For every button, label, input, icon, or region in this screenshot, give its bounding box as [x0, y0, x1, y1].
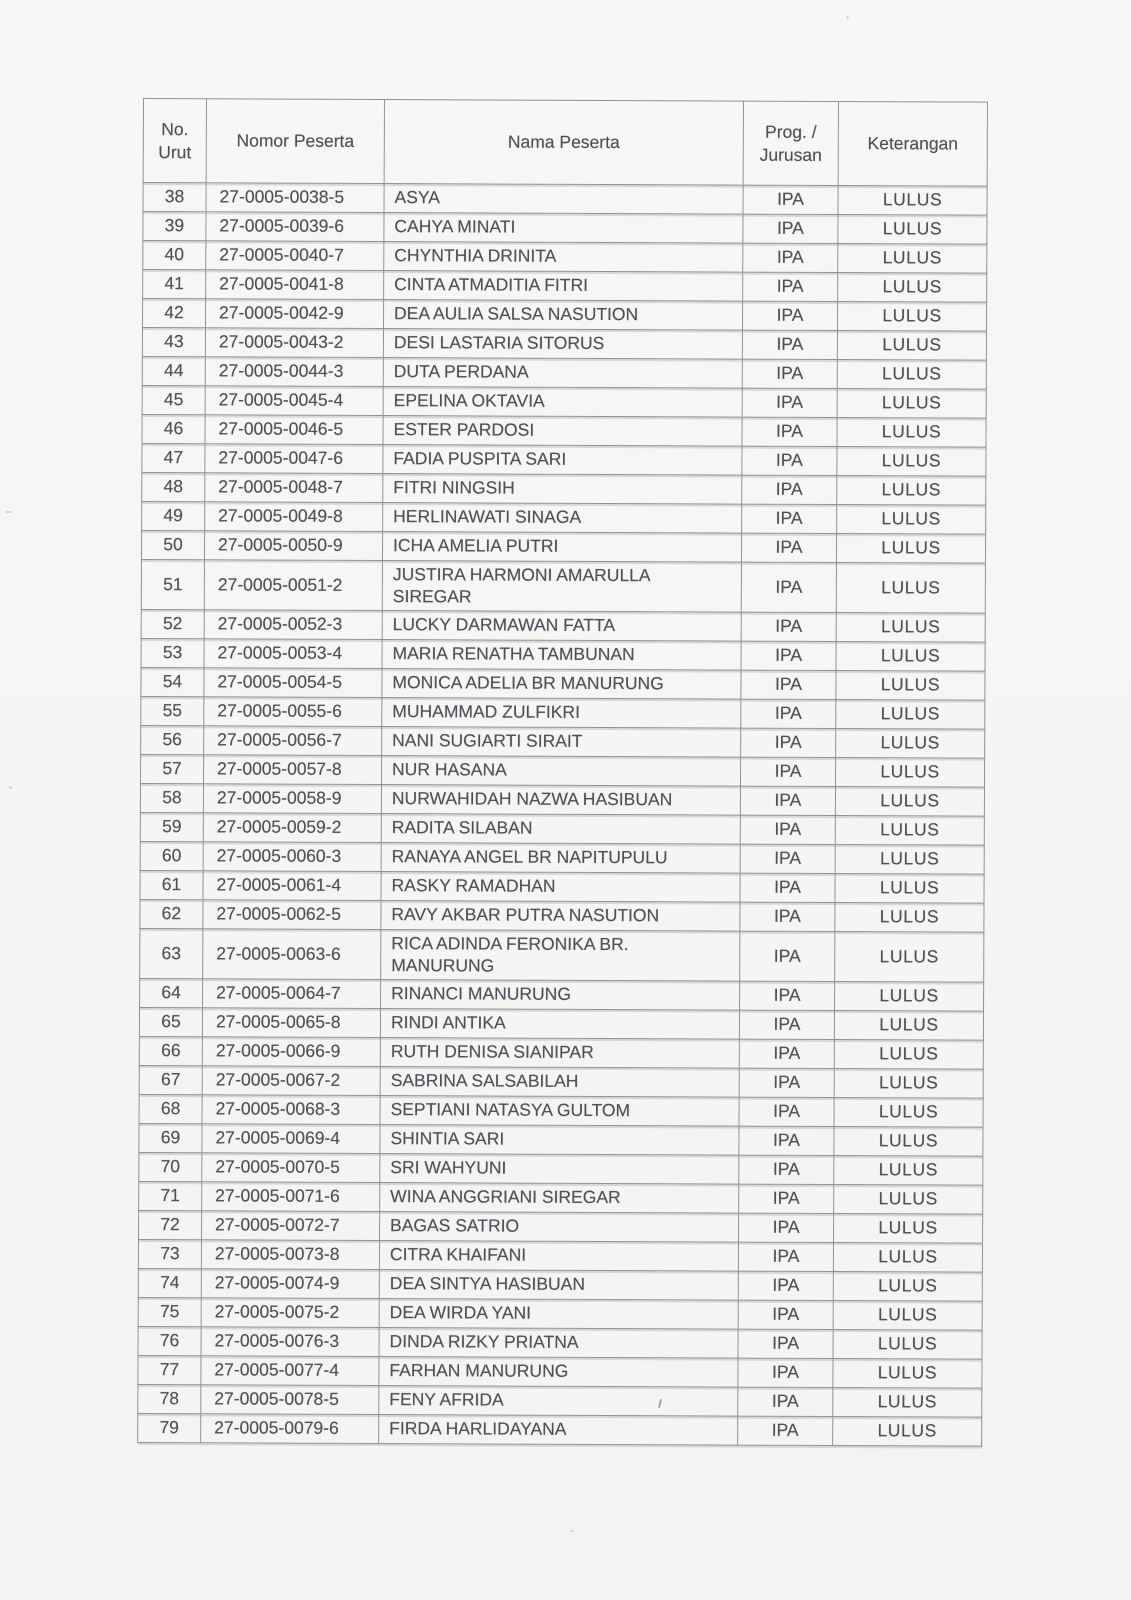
cell-no-urut: 47 — [142, 443, 205, 472]
cell-prog-jurusan: IPA — [738, 1329, 833, 1358]
cell-no-urut: 54 — [141, 667, 204, 696]
cell-nomor-peserta: 27-0005-0069-4 — [202, 1124, 380, 1154]
cell-keterangan: LULUS — [834, 1011, 983, 1041]
cell-no-urut: 39 — [143, 212, 206, 241]
cell-prog-jurusan: IPA — [740, 902, 835, 931]
cell-keterangan: LULUS — [835, 932, 984, 983]
table-row — [142, 501, 986, 534]
cell-nomor-peserta: 27-0005-0066-9 — [202, 1037, 380, 1067]
cell-keterangan: LULUS — [836, 671, 985, 701]
cell-prog-jurusan: IPA — [741, 562, 836, 612]
cell-prog-jurusan: IPA — [742, 475, 837, 504]
cell-prog-jurusan: IPA — [743, 185, 838, 214]
cell-prog-jurusan: IPA — [743, 214, 838, 243]
table-row — [138, 1268, 982, 1301]
cell-prog-jurusan: IPA — [739, 1039, 834, 1068]
cell-prog-jurusan: IPA — [743, 243, 838, 272]
cell-no-urut: 38 — [143, 183, 206, 212]
cell-nama-peserta: RADITA SILABAN — [381, 814, 740, 845]
header-row — [143, 99, 987, 187]
table-row — [138, 1384, 982, 1417]
cell-prog-jurusan: IPA — [739, 1010, 834, 1039]
cell-nama-peserta: CHYNTHIA DRINITA — [384, 242, 743, 273]
cell-nama-peserta: SEPTIANI NATASYA GULTOM — [380, 1096, 739, 1127]
cell-keterangan: LULUS — [837, 418, 986, 448]
table-body — [138, 183, 987, 1447]
cell-prog-jurusan: IPA — [741, 757, 836, 786]
table-row — [143, 270, 987, 303]
cell-no-urut: 45 — [142, 385, 205, 414]
cell-no-urut: 46 — [142, 414, 205, 443]
table-row — [139, 1181, 983, 1214]
table-row — [143, 183, 987, 216]
cell-nama-peserta: SABRINA SALSABILAH — [380, 1067, 739, 1098]
cell-nomor-peserta: 27-0005-0039-6 — [206, 212, 384, 242]
cell-no-urut: 59 — [140, 812, 203, 841]
cell-no-urut: 66 — [139, 1036, 202, 1065]
scan-artifact — [846, 16, 849, 19]
cell-keterangan: LULUS — [834, 1185, 983, 1215]
table-row — [139, 1152, 983, 1185]
table-row — [142, 443, 986, 476]
cell-nomor-peserta: 27-0005-0052-3 — [204, 610, 382, 640]
cell-nama-peserta: SRI WAHYUNI — [380, 1154, 739, 1185]
cell-nomor-peserta: 27-0005-0048-7 — [205, 473, 383, 503]
scan-artifact — [6, 511, 11, 513]
cell-nomor-peserta: 27-0005-0054-5 — [204, 668, 382, 698]
cell-prog-jurusan: IPA — [741, 641, 836, 670]
cell-no-urut: 67 — [139, 1065, 202, 1094]
cell-nomor-peserta: 27-0005-0040-7 — [206, 241, 384, 271]
cell-nama-peserta: DESI LASTARIA SITORUS — [383, 329, 742, 360]
cell-keterangan: LULUS — [837, 476, 986, 506]
cell-nama-peserta: RUTH DENISA SIANIPAR — [380, 1038, 739, 1069]
table-row — [139, 1210, 983, 1243]
cell-nomor-peserta: 27-0005-0071-6 — [202, 1182, 380, 1212]
cell-prog-jurusan: IPA — [742, 301, 837, 330]
cell-prog-jurusan: IPA — [738, 1416, 833, 1445]
cell-prog-jurusan: IPA — [740, 873, 835, 902]
cell-nama-peserta: ESTER PARDOSI — [383, 416, 742, 447]
cell-nomor-peserta: 27-0005-0056-7 — [204, 726, 382, 756]
cell-nomor-peserta: 27-0005-0076-3 — [201, 1327, 379, 1357]
cell-nama-peserta: RAVY AKBAR PUTRA NASUTION — [381, 901, 740, 932]
cell-nomor-peserta: 27-0005-0041-8 — [206, 270, 384, 300]
cell-no-urut: 73 — [138, 1239, 201, 1268]
cell-prog-jurusan: IPA — [741, 612, 836, 641]
cell-nama-peserta: ASYA — [384, 184, 743, 215]
cell-nama-peserta: NANI SUGIARTI SIRAIT — [382, 727, 741, 758]
table-row — [139, 1036, 983, 1069]
cell-no-urut: 43 — [142, 328, 205, 357]
cell-nama-peserta: DEA AULIA SALSA NASUTION — [383, 300, 742, 331]
cell-nomor-peserta: 27-0005-0043-2 — [205, 328, 383, 358]
cell-nama-peserta: FITRI NINGSIH — [383, 474, 742, 505]
cell-prog-jurusan: IPA — [739, 1097, 834, 1126]
table-row — [139, 1007, 983, 1040]
cell-prog-jurusan: IPA — [739, 1184, 834, 1213]
cell-nomor-peserta: 27-0005-0063-6 — [203, 929, 381, 980]
cell-prog-jurusan: IPA — [740, 844, 835, 873]
cell-prog-jurusan: IPA — [741, 533, 836, 562]
cell-no-urut: 79 — [138, 1413, 201, 1442]
cell-keterangan: LULUS — [837, 331, 986, 361]
cell-no-urut: 72 — [139, 1210, 202, 1239]
cell-nama-peserta: FARHAN MANURUNG — [379, 1357, 738, 1388]
cell-nama-peserta: RINDI ANTIKA — [380, 1009, 739, 1040]
table-row — [139, 1065, 983, 1098]
table-row — [143, 212, 987, 245]
cell-no-urut: 42 — [142, 299, 205, 328]
cell-prog-jurusan: IPA — [740, 786, 835, 815]
cell-keterangan: LULUS — [834, 1069, 983, 1099]
cell-prog-jurusan: IPA — [738, 1358, 833, 1387]
cell-keterangan: LULUS — [834, 1214, 983, 1244]
table-row — [140, 928, 984, 982]
cell-nama-peserta: RASKY RAMADHAN — [381, 872, 740, 903]
cell-keterangan: LULUS — [833, 1359, 982, 1389]
cell-keterangan: LULUS — [837, 360, 986, 390]
cell-keterangan: LULUS — [834, 1040, 983, 1070]
table-row — [142, 414, 986, 447]
cell-nama-peserta: DUTA PERDANA — [383, 358, 742, 389]
cell-prog-jurusan: IPA — [742, 446, 837, 475]
cell-nama-peserta: DEA SINTYA HASIBUAN — [379, 1270, 738, 1301]
cell-prog-jurusan: IPA — [739, 1155, 834, 1184]
cell-prog-jurusan: IPA — [738, 1271, 833, 1300]
cell-no-urut: 41 — [143, 270, 206, 299]
table-row — [138, 1326, 982, 1359]
cell-nomor-peserta: 27-0005-0077-4 — [201, 1356, 379, 1386]
cell-no-urut: 76 — [138, 1326, 201, 1355]
table-row — [142, 299, 986, 332]
table-row — [139, 1094, 983, 1127]
cell-nama-peserta: RICA ADINDA FERONIKA BR. MANURUNG — [381, 930, 740, 982]
cell-keterangan: LULUS — [838, 273, 987, 303]
cell-no-urut: 63 — [140, 928, 203, 978]
cell-keterangan: LULUS — [836, 534, 985, 564]
cell-keterangan: LULUS — [838, 244, 987, 274]
cell-nama-peserta: ICHA AMELIA PUTRI — [382, 532, 741, 563]
cell-keterangan: LULUS — [835, 874, 984, 904]
cell-prog-jurusan: IPA — [738, 1300, 833, 1329]
cell-nama-peserta: FENY AFRIDA — [379, 1386, 738, 1417]
cell-keterangan: LULUS — [836, 613, 985, 643]
cell-no-urut: 60 — [140, 841, 203, 870]
table-row — [141, 530, 985, 563]
cell-keterangan: LULUS — [837, 302, 986, 332]
cell-nama-peserta: NUR HASANA — [382, 756, 741, 787]
table-row — [138, 1297, 982, 1330]
cell-nomor-peserta: 27-0005-0065-8 — [202, 1008, 380, 1038]
cell-nomor-peserta: 27-0005-0068-3 — [202, 1095, 380, 1125]
cell-nama-peserta: RINANCI MANURUNG — [381, 980, 740, 1011]
cell-nama-peserta: SHINTIA SARI — [380, 1125, 739, 1156]
cell-nama-peserta: BAGAS SATRIO — [380, 1212, 739, 1243]
table-row — [141, 696, 985, 729]
cell-prog-jurusan: IPA — [740, 981, 835, 1010]
cell-no-urut: 71 — [139, 1181, 202, 1210]
cell-keterangan: LULUS — [837, 505, 986, 535]
cell-prog-jurusan: IPA — [740, 815, 835, 844]
cell-nomor-peserta: 27-0005-0067-2 — [202, 1066, 380, 1096]
cell-nomor-peserta: 27-0005-0051-2 — [204, 560, 382, 611]
cell-keterangan: LULUS — [833, 1330, 982, 1360]
cell-prog-jurusan: IPA — [742, 417, 837, 446]
cell-nama-peserta: MONICA ADELIA BR MANURUNG — [382, 669, 741, 700]
cell-keterangan: LULUS — [836, 758, 985, 788]
cell-keterangan: LULUS — [835, 982, 984, 1012]
cell-nomor-peserta: 27-0005-0042-9 — [205, 299, 383, 329]
cell-prog-jurusan: IPA — [742, 359, 837, 388]
cell-nama-peserta: FADIA PUSPITA SARI — [383, 445, 742, 476]
table-row — [141, 609, 985, 642]
header-prog-jurusan: Prog. / Jurusan — [743, 101, 838, 185]
cell-no-urut: 64 — [140, 978, 203, 1007]
cell-prog-jurusan: IPA — [738, 1387, 833, 1416]
cell-prog-jurusan: IPA — [739, 1126, 834, 1155]
cell-keterangan: LULUS — [833, 1301, 982, 1331]
table-row — [142, 356, 986, 389]
cell-nama-peserta: DEA WIRDA YANI — [379, 1299, 738, 1330]
table-row — [140, 783, 984, 816]
cell-nomor-peserta: 27-0005-0079-6 — [201, 1414, 379, 1444]
cell-nomor-peserta: 27-0005-0044-3 — [205, 357, 383, 387]
cell-nama-peserta: CAHYA MINATI — [384, 213, 743, 244]
cell-keterangan: LULUS — [833, 1388, 982, 1418]
table-row — [138, 1355, 982, 1388]
cell-nama-peserta: MUHAMMAD ZULFIKRI — [382, 698, 741, 729]
cell-nama-peserta: CITRA KHAIFANI — [379, 1241, 738, 1272]
cell-nomor-peserta: 27-0005-0060-3 — [203, 842, 381, 872]
cell-no-urut: 74 — [138, 1268, 201, 1297]
cell-prog-jurusan: IPA — [740, 931, 835, 981]
cell-nomor-peserta: 27-0005-0045-4 — [205, 386, 383, 416]
cell-nomor-peserta: 27-0005-0062-5 — [203, 900, 381, 930]
table-row — [140, 841, 984, 874]
table-row — [142, 385, 986, 418]
cell-nomor-peserta: 27-0005-0053-4 — [204, 639, 382, 669]
cell-no-urut: 77 — [138, 1355, 201, 1384]
cell-prog-jurusan: IPA — [742, 504, 837, 533]
cell-keterangan: LULUS — [835, 845, 984, 875]
cell-no-urut: 56 — [141, 725, 204, 754]
cell-keterangan: LULUS — [833, 1243, 982, 1273]
table-row — [139, 1123, 983, 1156]
table-row — [143, 241, 987, 274]
table-row — [140, 978, 984, 1011]
cell-prog-jurusan: IPA — [742, 388, 837, 417]
table-row — [142, 328, 986, 361]
table-row — [140, 899, 984, 932]
header-keterangan: Keterangan — [838, 102, 987, 187]
cell-keterangan: LULUS — [836, 700, 985, 730]
cell-nama-peserta: WINA ANGGRIANI SIREGAR — [380, 1183, 739, 1214]
cell-nomor-peserta: 27-0005-0050-9 — [204, 531, 382, 561]
table-row — [140, 812, 984, 845]
cell-no-urut: 52 — [141, 609, 204, 638]
cell-no-urut: 58 — [140, 783, 203, 812]
cell-no-urut: 53 — [141, 638, 204, 667]
results-table — [137, 98, 988, 1447]
cell-nama-peserta: EPELINA OKTAVIA — [383, 387, 742, 418]
cell-no-urut: 50 — [141, 530, 204, 559]
cell-prog-jurusan: IPA — [739, 1213, 834, 1242]
header-nomor-peserta: Nomor Peserta — [206, 99, 384, 184]
cell-no-urut: 75 — [138, 1297, 201, 1326]
cell-keterangan: LULUS — [838, 215, 987, 245]
cell-nomor-peserta: 27-0005-0072-7 — [202, 1211, 380, 1241]
cell-nama-peserta: CINTA ATMADITIA FITRI — [384, 271, 743, 302]
cell-nomor-peserta: 27-0005-0059-2 — [203, 813, 381, 843]
cell-nomor-peserta: 27-0005-0055-6 — [204, 697, 382, 727]
header-nama-peserta: Nama Peserta — [384, 100, 743, 186]
cell-no-urut: 44 — [142, 356, 205, 385]
cell-nama-peserta: NURWAHIDAH NAZWA HASIBUAN — [381, 785, 740, 816]
cell-keterangan: LULUS — [834, 1127, 983, 1157]
cell-no-urut: 62 — [140, 899, 203, 928]
cell-keterangan: LULUS — [838, 186, 987, 216]
cell-nama-peserta: JUSTIRA HARMONI AMARULLA SIREGAR — [382, 561, 741, 613]
cell-no-urut: 57 — [141, 754, 204, 783]
cell-prog-jurusan: IPA — [741, 728, 836, 757]
cell-keterangan: LULUS — [836, 729, 985, 759]
table-header — [143, 99, 987, 187]
cell-nomor-peserta: 27-0005-0073-8 — [201, 1240, 379, 1270]
cell-no-urut: 68 — [139, 1094, 202, 1123]
cell-prog-jurusan: IPA — [741, 670, 836, 699]
cell-nomor-peserta: 27-0005-0047-6 — [205, 444, 383, 474]
cell-keterangan: LULUS — [834, 1098, 983, 1128]
cell-prog-jurusan: IPA — [739, 1068, 834, 1097]
cell-nomor-peserta: 27-0005-0046-5 — [205, 415, 383, 445]
cell-prog-jurusan: IPA — [743, 272, 838, 301]
cell-keterangan: LULUS — [833, 1417, 982, 1447]
cell-nama-peserta: RANAYA ANGEL BR NAPITUPULU — [381, 843, 740, 874]
cell-nomor-peserta: 27-0005-0057-8 — [204, 755, 382, 785]
cell-keterangan: LULUS — [835, 787, 984, 817]
cell-prog-jurusan: IPA — [738, 1242, 833, 1271]
cell-nomor-peserta: 27-0005-0074-9 — [201, 1269, 379, 1299]
table-row — [142, 472, 986, 505]
cell-nomor-peserta: 27-0005-0070-5 — [202, 1153, 380, 1183]
cell-no-urut: 55 — [141, 696, 204, 725]
cell-keterangan: LULUS — [836, 563, 985, 614]
table-row — [141, 638, 985, 671]
cell-keterangan: LULUS — [835, 816, 984, 846]
cell-no-urut: 70 — [139, 1152, 202, 1181]
cell-no-urut: 51 — [141, 559, 204, 609]
table-row — [141, 559, 985, 613]
table-row — [138, 1239, 982, 1272]
cell-keterangan: LULUS — [836, 642, 985, 672]
cell-no-urut: 61 — [140, 870, 203, 899]
cell-nomor-peserta: 27-0005-0038-5 — [206, 183, 384, 213]
table-row — [141, 725, 985, 758]
cell-nama-peserta: FIRDA HARLIDAYANA — [379, 1415, 738, 1446]
cell-no-urut: 65 — [139, 1007, 202, 1036]
cell-prog-jurusan: IPA — [741, 699, 836, 728]
cell-nomor-peserta: 27-0005-0078-5 — [201, 1385, 379, 1415]
cell-nomor-peserta: 27-0005-0075-2 — [201, 1298, 379, 1328]
cell-no-urut: 49 — [142, 501, 205, 530]
scan-artifact — [570, 1530, 574, 1532]
cell-nomor-peserta: 27-0005-0049-8 — [205, 502, 383, 532]
table-row — [140, 870, 984, 903]
cell-nama-peserta: LUCKY DARMAWAN FATTA — [382, 611, 741, 642]
cell-keterangan: LULUS — [837, 447, 986, 477]
cell-keterangan: LULUS — [837, 389, 986, 419]
table-row — [141, 667, 985, 700]
cell-nomor-peserta: 27-0005-0061-4 — [203, 871, 381, 901]
cell-nama-peserta: DINDA RIZKY PRIATNA — [379, 1328, 738, 1359]
cell-no-urut: 78 — [138, 1384, 201, 1413]
cell-nama-peserta: MARIA RENATHA TAMBUNAN — [382, 640, 741, 671]
scan-artifact — [9, 786, 12, 789]
cell-nama-peserta: HERLINAWATI SINAGA — [383, 503, 742, 534]
cell-nomor-peserta: 27-0005-0064-7 — [203, 979, 381, 1009]
table-row — [138, 1413, 982, 1446]
cell-prog-jurusan: IPA — [742, 330, 837, 359]
cell-no-urut: 48 — [142, 472, 205, 501]
table-row — [141, 754, 985, 787]
cell-keterangan: LULUS — [833, 1272, 982, 1302]
header-no-urut: No. Urut — [143, 99, 206, 183]
cell-nomor-peserta: 27-0005-0058-9 — [203, 784, 381, 814]
cell-no-urut: 40 — [143, 241, 206, 270]
cell-keterangan: LULUS — [835, 903, 984, 933]
cell-no-urut: 69 — [139, 1123, 202, 1152]
cell-keterangan: LULUS — [834, 1156, 983, 1186]
